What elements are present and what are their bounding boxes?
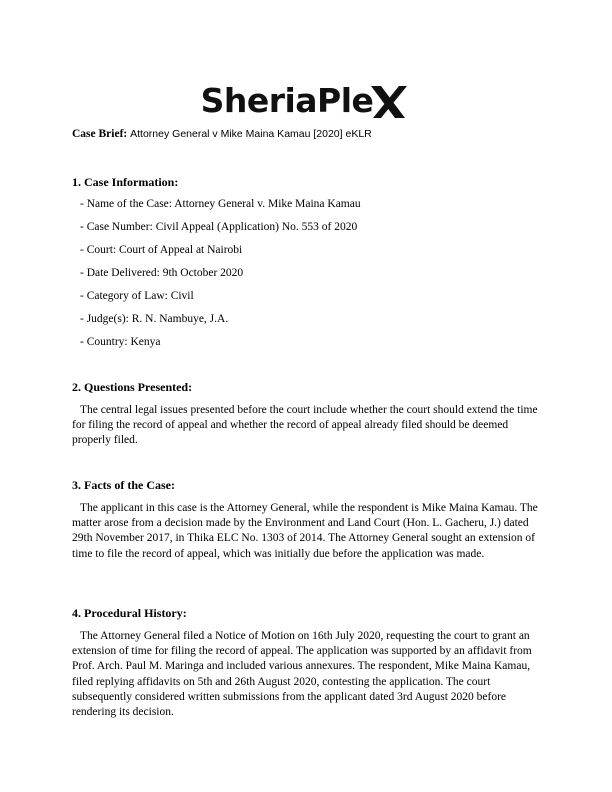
x-mark-icon <box>369 84 409 120</box>
info-item-case-number: - Case Number: Civil Appeal (Application) No. 553 of 2020 <box>80 221 358 233</box>
questions-presented-heading: 2. Questions Presented: <box>72 380 193 394</box>
facts-of-case-paragraph: The applicant in this case is the Attorney General, while the respondent is Mike Maina Kamau. The matter arose from a decision made by the Environment and Land Court (Hon. L. Gacheru, J.) dated 29th November 2017, in Thika ELC No. 1303 of 2014. The Attorney General sought an extension of time to file the record of appeal, which was initially due before the application was made. <box>72 502 538 560</box>
case-information-heading: 1. Case Information: <box>72 175 179 189</box>
case-brief-line <box>72 128 372 140</box>
info-item-court: - Court: Court of Appeal at Nairobi <box>80 244 243 256</box>
sheriaplex-logo <box>190 78 420 122</box>
logo-text: SheriaPle <box>200 80 374 120</box>
facts-of-case-heading: 3. Facts of the Case: <box>72 478 175 492</box>
info-item-category: - Category of Law: Civil <box>80 290 194 302</box>
info-item-date-delivered: - Date Delivered: 9th October 2020 <box>80 267 244 279</box>
case-brief-label: Case Brief: <box>72 128 128 140</box>
info-item-country: - Country: Kenya <box>80 336 161 348</box>
info-item-judges: - Judge(s): R. N. Nambuye, J.A. <box>80 313 229 325</box>
questions-presented-paragraph: The central legal issues presented before the court include whether the court should extend the time for filing the record of appeal and whether the record of appeal already filed should be deemed properly filed. <box>72 404 538 447</box>
procedural-history-heading: 4. Procedural History: <box>72 606 187 620</box>
info-item-case-name: - Name of the Case: Attorney General v. Mike Maina Kamau <box>80 198 361 210</box>
case-brief-title: Attorney General v Mike Maina Kamau [2020] eKLR <box>130 128 372 140</box>
procedural-history-paragraph: The Attorney General filed a Notice of Motion on 16th July 2020, requesting the court to grant an extension of time for filing the record of appeal. The application was supported by an affidavit from Prof. Arch. Paul M. Maringa and included various annexures. The respondent, Mike Maina Kamau, filed replying affidavits on 5th and 26th August 2020, contesting the application. The court subsequently considered written submissions from the applicant dated 3rd August 2020 before rendering its decision. <box>72 630 532 719</box>
